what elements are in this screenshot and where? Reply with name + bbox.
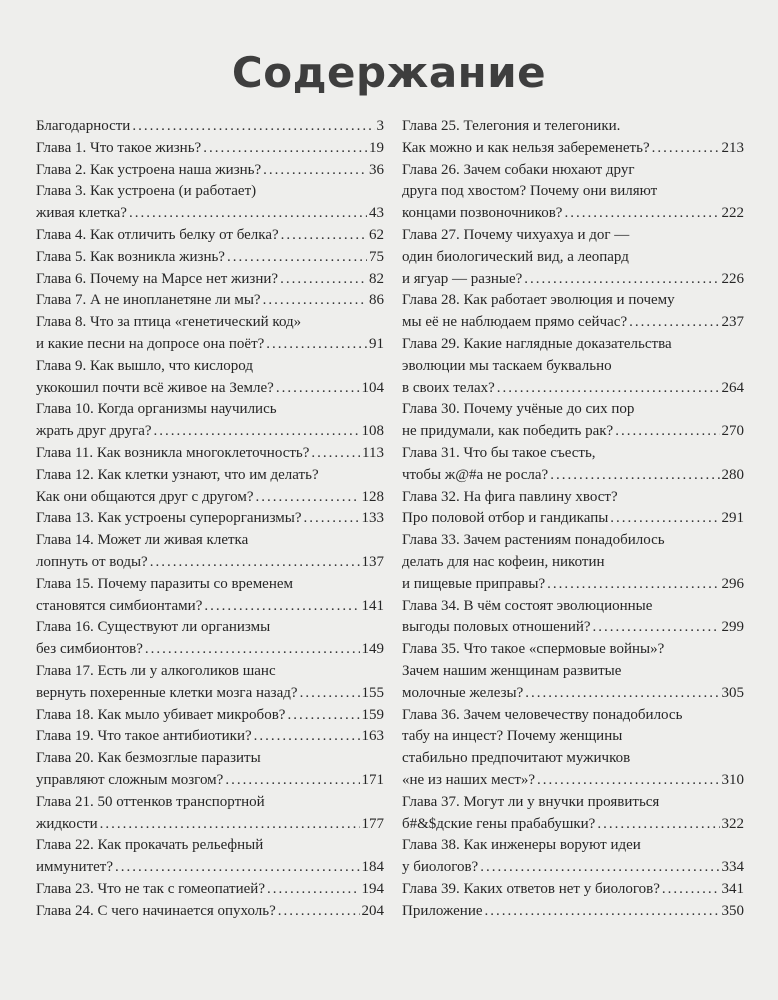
toc-entry-line bbox=[36, 138, 384, 160]
toc-entry bbox=[402, 705, 744, 792]
toc-entry bbox=[36, 356, 384, 400]
toc-entry-line bbox=[402, 835, 744, 857]
toc-entry bbox=[402, 443, 744, 487]
page-number: 204 bbox=[361, 902, 384, 919]
toc-entry-text: чтобы ж@#а не росла? bbox=[402, 466, 549, 483]
toc-entry-text: Как можно и как нельзя забеременеть? bbox=[402, 139, 650, 156]
toc-entry bbox=[36, 879, 384, 901]
toc-entry-line bbox=[402, 443, 744, 465]
toc-entry bbox=[36, 269, 384, 291]
toc-entry-text: эволюции мы таскаем буквально bbox=[402, 357, 612, 374]
toc-entry-line bbox=[402, 617, 744, 639]
toc-entry-text: укокошил почти всё живое на Земле? bbox=[36, 379, 274, 396]
page-number: 108 bbox=[361, 423, 384, 440]
page-number: 310 bbox=[721, 771, 744, 788]
toc-entry-text: Глава 15. Почему паразиты со временем bbox=[36, 575, 294, 592]
page-number: 75 bbox=[369, 248, 384, 265]
toc-entry-line bbox=[402, 683, 744, 705]
dot-leader bbox=[497, 378, 720, 400]
toc-entry-text: управляют сложным мозгом? bbox=[36, 771, 224, 788]
toc-entry bbox=[402, 835, 744, 879]
toc-entry-line bbox=[402, 639, 744, 661]
toc-entry bbox=[402, 160, 744, 225]
toc-entry-line bbox=[36, 247, 384, 269]
toc-entry-line bbox=[402, 487, 744, 509]
toc-entry-line bbox=[36, 661, 384, 683]
toc-entry-line bbox=[36, 552, 384, 574]
toc-entry-line bbox=[36, 269, 384, 291]
page-number: 177 bbox=[361, 815, 384, 832]
toc-entry bbox=[402, 596, 744, 640]
page-number: 104 bbox=[361, 379, 384, 396]
dot-leader bbox=[227, 247, 367, 269]
toc-entry-line bbox=[36, 835, 384, 857]
toc-entry-text: Глава 27. Почему чихуахуа и дог — bbox=[402, 226, 630, 243]
toc-entry bbox=[36, 508, 384, 530]
page-title: Содержание bbox=[231, 48, 547, 97]
toc-entry-line bbox=[36, 705, 384, 727]
dot-leader bbox=[100, 814, 360, 836]
toc-entry-text: выгоды половых отношений? bbox=[402, 619, 591, 636]
dot-leader bbox=[281, 225, 367, 247]
toc-entry-text: Глава 11. Как возникла многоклеточность? bbox=[36, 444, 310, 461]
toc-entry bbox=[36, 835, 384, 879]
toc-entry-text: и ягуар — разные? bbox=[402, 270, 523, 287]
toc-entry bbox=[402, 399, 744, 443]
toc-entry-line bbox=[402, 530, 744, 552]
page-number: 159 bbox=[361, 706, 384, 723]
dot-leader bbox=[276, 378, 360, 400]
dot-leader bbox=[300, 683, 360, 705]
toc-entry bbox=[36, 574, 384, 618]
toc-entry bbox=[402, 901, 744, 923]
toc-entry bbox=[402, 530, 744, 595]
toc-entry-line bbox=[402, 378, 744, 400]
dot-leader bbox=[524, 269, 719, 291]
page-number: 213 bbox=[721, 139, 744, 156]
toc-entry-line bbox=[402, 879, 744, 901]
page-number: 62 bbox=[369, 226, 384, 243]
toc-entry-line bbox=[36, 312, 384, 334]
toc-entry-line bbox=[402, 508, 744, 530]
toc-entry bbox=[36, 312, 384, 356]
toc-entry-text: жрать друг друга? bbox=[36, 423, 152, 440]
toc-entry-line bbox=[36, 116, 384, 138]
toc-entry bbox=[36, 225, 384, 247]
toc-entry-line bbox=[402, 116, 744, 138]
toc-entry-line bbox=[36, 399, 384, 421]
toc-entry-text: Глава 22. Как прокачать рельефный bbox=[36, 837, 264, 854]
toc-entry-line bbox=[36, 443, 384, 465]
dot-leader bbox=[267, 879, 360, 901]
toc-entry-text: без симбионтов? bbox=[36, 641, 143, 658]
toc-entry-line bbox=[402, 661, 744, 683]
dot-leader bbox=[203, 138, 367, 160]
page-number: 264 bbox=[721, 379, 744, 396]
dot-leader bbox=[280, 269, 367, 291]
toc-entry-text: живая клетка? bbox=[36, 205, 127, 222]
page-number: 163 bbox=[361, 728, 384, 745]
page-number: 128 bbox=[361, 488, 384, 505]
page-number: 149 bbox=[361, 641, 384, 658]
toc-entry bbox=[36, 748, 384, 792]
toc-entry bbox=[36, 705, 384, 727]
page-number: 270 bbox=[721, 423, 744, 440]
toc-entry bbox=[36, 901, 384, 923]
toc-entry-text: иммунитет? bbox=[36, 859, 113, 876]
page-number: 296 bbox=[721, 575, 744, 592]
dot-leader bbox=[610, 508, 719, 530]
toc-entry-text: один биологический вид, а леопард bbox=[402, 248, 629, 265]
page-number: 322 bbox=[721, 815, 744, 832]
toc-entry-text: у биологов? bbox=[402, 859, 479, 876]
page-number: 82 bbox=[369, 270, 384, 287]
toc-entry-text: Благодарности bbox=[36, 118, 131, 134]
toc-entry-text: и какие песни на допросе она поёт? bbox=[36, 335, 265, 352]
toc-entry-text: стабильно предпочитают мужичков bbox=[402, 750, 631, 767]
page-number: 280 bbox=[721, 466, 744, 483]
toc-entry bbox=[36, 465, 384, 509]
toc-entry-text: Глава 34. В чём состоят эволюционные bbox=[402, 597, 653, 614]
toc-entry-text: концами позвоночников? bbox=[402, 205, 563, 222]
toc-entry-line bbox=[402, 814, 744, 836]
toc-entry-text: Глава 31. Что бы такое съесть, bbox=[402, 444, 596, 461]
page-number: 36 bbox=[369, 161, 384, 178]
toc-entry-line bbox=[402, 574, 744, 596]
dot-leader bbox=[304, 508, 360, 530]
dot-leader bbox=[266, 334, 367, 356]
toc-entry-line bbox=[36, 421, 384, 443]
toc-entry-text: жидкости bbox=[36, 815, 98, 832]
toc-entry bbox=[36, 290, 384, 312]
toc-entry-line bbox=[402, 312, 744, 334]
toc-entry-text: не придумали, как победить рак? bbox=[402, 423, 614, 440]
toc-entry bbox=[402, 290, 744, 334]
toc-entry-line bbox=[402, 901, 744, 923]
toc-entry-line bbox=[402, 160, 744, 182]
toc-entry bbox=[36, 617, 384, 661]
page-number: 91 bbox=[369, 335, 384, 352]
toc-entry bbox=[36, 661, 384, 705]
toc-entry-text: Глава 6. Почему на Марсе нет жизни? bbox=[36, 270, 279, 287]
toc-entry-text: Глава 29. Какие наглядные доказательства bbox=[402, 335, 672, 352]
toc-entry-text: Глава 14. Может ли живая клетка bbox=[36, 532, 249, 549]
toc-entry-text: Приложение bbox=[402, 902, 483, 919]
page-number: 184 bbox=[361, 859, 384, 876]
page-number: 155 bbox=[361, 684, 384, 701]
page-number: 305 bbox=[721, 684, 744, 701]
toc-entry-text: мы её не наблюдаем прямо сейчас? bbox=[402, 314, 628, 331]
dot-leader bbox=[311, 443, 360, 465]
page-number: 341 bbox=[721, 880, 744, 897]
toc-entry-line bbox=[402, 792, 744, 814]
dot-leader bbox=[652, 138, 720, 160]
toc-entry-line bbox=[36, 770, 384, 792]
toc-entry-text: Глава 36. Зачем человечеству понадобилось bbox=[402, 706, 683, 723]
dot-leader bbox=[550, 465, 719, 487]
toc-entry-line bbox=[402, 552, 744, 574]
toc-entry-line bbox=[36, 203, 384, 225]
toc-column-left bbox=[36, 116, 384, 922]
toc-entry bbox=[36, 792, 384, 836]
dot-leader bbox=[485, 901, 720, 923]
toc-entry-line bbox=[402, 225, 744, 247]
toc-entry-line bbox=[36, 683, 384, 705]
page-number: 43 bbox=[369, 205, 384, 222]
toc-entry-text: и пищевые приправы? bbox=[402, 575, 546, 592]
toc-entry-line bbox=[402, 857, 744, 879]
dot-leader bbox=[204, 596, 359, 618]
page-number: 141 bbox=[361, 597, 384, 614]
dot-leader bbox=[597, 814, 719, 836]
dot-leader bbox=[115, 857, 360, 879]
toc-entry-line bbox=[402, 247, 744, 269]
toc-entry-line bbox=[402, 748, 744, 770]
dot-leader bbox=[480, 857, 719, 879]
toc-entry-line bbox=[402, 356, 744, 378]
page-number: 86 bbox=[369, 292, 384, 309]
dot-leader bbox=[629, 312, 719, 334]
dot-leader bbox=[547, 574, 719, 596]
toc-entry bbox=[402, 487, 744, 531]
toc-entry bbox=[402, 792, 744, 836]
toc-entry-line bbox=[402, 705, 744, 727]
toc-entry-text: Глава 8. Что за птица «генетический код» bbox=[36, 314, 302, 331]
toc-entry-text: Глава 7. А не инопланетяне ли мы? bbox=[36, 292, 261, 309]
toc-entry-line bbox=[36, 596, 384, 618]
toc-entry-line bbox=[36, 901, 384, 923]
toc-entry-line bbox=[36, 225, 384, 247]
dot-leader bbox=[564, 203, 719, 225]
dot-leader bbox=[263, 160, 367, 182]
toc-entry-line bbox=[36, 857, 384, 879]
toc-entry-line bbox=[36, 487, 384, 509]
page-number: 334 bbox=[721, 859, 744, 876]
toc-entry-line bbox=[36, 465, 384, 487]
toc-entry-text: Глава 32. На фига павлину хвост? bbox=[402, 488, 618, 505]
toc-entry-text: Глава 38. Как инженеры воруют идеи bbox=[402, 837, 641, 854]
toc-entry-line bbox=[402, 290, 744, 312]
toc-entry-text: Глава 1. Что такое жизнь? bbox=[36, 139, 202, 156]
toc-entry bbox=[402, 225, 744, 290]
toc-entry-text: вернуть похеренные клетки мозга назад? bbox=[36, 684, 298, 701]
toc-entry-line bbox=[36, 160, 384, 182]
toc-entry-line bbox=[36, 290, 384, 312]
dot-leader bbox=[287, 705, 359, 727]
toc-entry-text: Глава 26. Зачем собаки нюхают друг bbox=[402, 161, 635, 178]
toc-entry-line bbox=[36, 814, 384, 836]
toc-entry-text: Глава 24. С чего начинается опухоль? bbox=[36, 902, 276, 919]
toc-entry-line bbox=[36, 617, 384, 639]
page-number: 137 bbox=[361, 553, 384, 570]
page-number: 350 bbox=[721, 902, 744, 919]
toc-entry-line bbox=[402, 138, 744, 160]
toc-entry-line bbox=[36, 879, 384, 901]
toc-entry-text: «не из наших мест»? bbox=[402, 771, 536, 788]
page-number: 299 bbox=[721, 619, 744, 636]
dot-leader bbox=[263, 290, 367, 312]
toc-entry-text: Глава 13. Как устроены суперорганизмы? bbox=[36, 510, 302, 527]
page-number: 113 bbox=[362, 444, 384, 461]
page-number: 226 bbox=[721, 270, 744, 287]
toc-entry-text: Глава 18. Как мыло убивает микробов? bbox=[36, 706, 286, 723]
toc-entry-text: молочные железы? bbox=[402, 684, 524, 701]
dot-leader bbox=[225, 770, 359, 792]
toc-entry-line bbox=[402, 596, 744, 618]
toc-entry bbox=[402, 116, 744, 160]
toc-entry-text: в своих телах? bbox=[402, 379, 495, 396]
toc-entry-line bbox=[402, 334, 744, 356]
toc-entry bbox=[402, 879, 744, 901]
toc-entry bbox=[36, 726, 384, 748]
page-number: 237 bbox=[721, 314, 744, 331]
toc-entry-line bbox=[36, 508, 384, 530]
toc-entry-line bbox=[402, 269, 744, 291]
toc-entry-line bbox=[36, 378, 384, 400]
toc-entry-line bbox=[36, 574, 384, 596]
toc-entry-line bbox=[402, 726, 744, 748]
toc-entry-text: Глава 23. Что не так с гомеопатией? bbox=[36, 880, 265, 897]
toc-entry-line bbox=[402, 399, 744, 421]
toc-entry bbox=[36, 530, 384, 574]
toc-entry-text: Глава 2. Как устроена наша жизнь? bbox=[36, 161, 262, 178]
toc-entry-text: Зачем нашим женщинам развитые bbox=[402, 662, 622, 679]
toc-entry-text: Глава 33. Зачем растениям понадобилось bbox=[402, 532, 665, 549]
page-number: 3 bbox=[376, 118, 384, 134]
toc-entry-line bbox=[402, 181, 744, 203]
toc-entry-text: Глава 39. Каких ответов нет у биологов? bbox=[402, 880, 660, 897]
dot-leader bbox=[537, 770, 719, 792]
dot-leader bbox=[256, 487, 360, 509]
toc-entry bbox=[36, 116, 384, 138]
page-number: 171 bbox=[361, 771, 384, 788]
dot-leader bbox=[593, 617, 720, 639]
toc-entry-line bbox=[36, 530, 384, 552]
toc-entry-text: друга под хвостом? Почему они виляют bbox=[402, 183, 658, 200]
toc-entry-text: Глава 30. Почему учёные до сих пор bbox=[402, 401, 635, 418]
dot-leader bbox=[154, 421, 360, 443]
toc-entry bbox=[36, 138, 384, 160]
toc-entry-text: Как они общаются друг с другом? bbox=[36, 488, 254, 505]
toc-entry-line bbox=[36, 334, 384, 356]
page-number: 19 bbox=[369, 139, 384, 156]
toc-entry-text: Глава 37. Могут ли у внучки проявиться bbox=[402, 793, 660, 810]
dot-leader bbox=[525, 683, 719, 705]
toc-entry-text: становятся симбионтами? bbox=[36, 597, 203, 614]
toc-entry-line bbox=[36, 748, 384, 770]
toc-entry bbox=[402, 639, 744, 704]
toc-entry bbox=[402, 334, 744, 399]
toc-entry-text: Глава 21. 50 оттенков транспортной bbox=[36, 793, 265, 810]
toc-entry-text: Глава 12. Как клетки узнают, что им делать? bbox=[36, 466, 319, 483]
toc-entry-line bbox=[36, 639, 384, 661]
toc-entry-text: делать для нас кофеин, никотин bbox=[402, 553, 605, 570]
dot-leader bbox=[150, 552, 360, 574]
toc-entry-text: Глава 25. Телегония и телегоники. bbox=[402, 118, 621, 134]
toc-entry bbox=[36, 399, 384, 443]
toc-entry-line bbox=[36, 792, 384, 814]
toc-entry-text: лопнуть от воды? bbox=[36, 553, 148, 570]
toc-entry-text: Глава 10. Когда организмы научились bbox=[36, 401, 277, 418]
toc-entry-text: Глава 3. Как устроена (и работает) bbox=[36, 183, 257, 200]
dot-leader bbox=[145, 639, 360, 661]
toc-entry-text: Глава 19. Что такое антибиотики? bbox=[36, 728, 252, 745]
toc-entry-line bbox=[36, 356, 384, 378]
dot-leader bbox=[254, 726, 360, 748]
toc-entry-line bbox=[36, 181, 384, 203]
toc-entry-text: Глава 16. Существуют ли организмы bbox=[36, 619, 271, 636]
dot-leader bbox=[662, 879, 720, 901]
toc-column-right bbox=[402, 116, 744, 922]
toc-entry-line bbox=[36, 726, 384, 748]
toc-entry bbox=[36, 443, 384, 465]
page-number: 291 bbox=[721, 510, 744, 527]
toc-entry-line bbox=[402, 203, 744, 225]
dot-leader bbox=[278, 901, 360, 923]
toc-entry-text: табу на инцест? Почему женщины bbox=[402, 728, 623, 745]
toc-entry-line bbox=[402, 421, 744, 443]
toc-entry-text: б#&$дские гены прабабушки? bbox=[402, 815, 596, 832]
toc-entry-text: Глава 5. Как возникла жизнь? bbox=[36, 248, 225, 265]
toc-entry-text: Про половой отбор и гандикапы bbox=[402, 510, 609, 527]
toc-entry bbox=[36, 160, 384, 182]
page-number: 222 bbox=[721, 205, 744, 222]
toc-entry-text: Глава 9. Как вышло, что кислород bbox=[36, 357, 253, 374]
toc-entry-text: Глава 35. Что такое «спермовые войны»? bbox=[402, 641, 665, 658]
dot-leader bbox=[129, 203, 367, 225]
dot-leader bbox=[132, 116, 374, 138]
toc-entry-text: Глава 17. Есть ли у алкоголиков шанс bbox=[36, 662, 276, 679]
dot-leader bbox=[615, 421, 719, 443]
page-number: 133 bbox=[361, 510, 384, 527]
toc-entry bbox=[36, 181, 384, 225]
toc-entry-line bbox=[402, 770, 744, 792]
toc-entry-text: Глава 28. Как работает эволюция и почему bbox=[402, 292, 675, 309]
toc-entry bbox=[36, 247, 384, 269]
toc-entry-text: Глава 20. Как безмозглые паразиты bbox=[36, 750, 261, 767]
toc-entry-text: Глава 4. Как отличить белку от белка? bbox=[36, 226, 279, 243]
toc-entry-line bbox=[402, 465, 744, 487]
page-number: 194 bbox=[361, 880, 384, 897]
